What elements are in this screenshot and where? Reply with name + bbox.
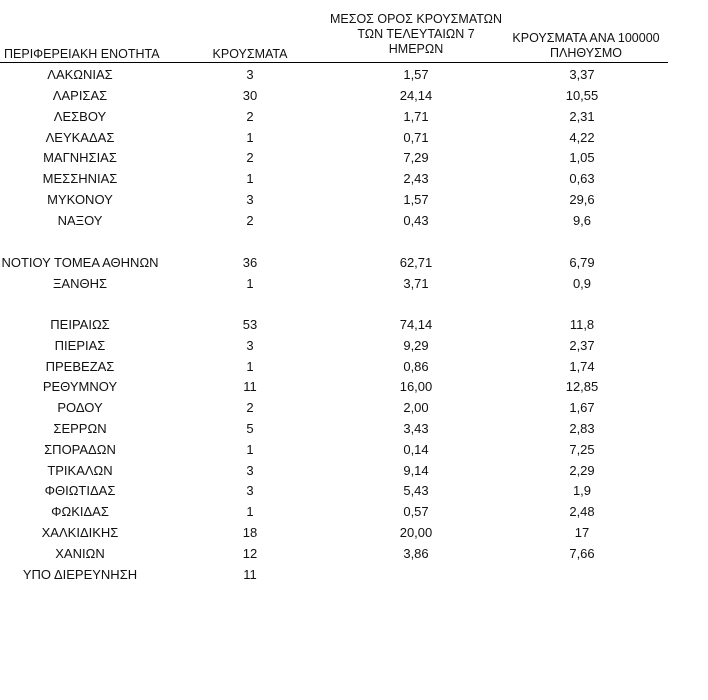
table-row bbox=[0, 523, 708, 543]
region-cell: ΠΙΕΡΙΑΣ bbox=[54, 338, 106, 353]
table-row bbox=[0, 190, 708, 210]
seven-day-average-cell: 2,43 bbox=[403, 171, 429, 186]
per-100000-cell: 29,6 bbox=[569, 192, 595, 207]
cases-cell: 1 bbox=[246, 442, 254, 457]
header-per-line-2: ΠΛΗΘΥΣΜΟ bbox=[550, 46, 622, 60]
per-100000-cell: 2,31 bbox=[569, 109, 595, 124]
cases-cell: 1 bbox=[246, 504, 254, 519]
seven-day-average-cell: 3,86 bbox=[403, 546, 429, 561]
cases-cell: 1 bbox=[246, 276, 254, 291]
cases-cell: 30 bbox=[242, 88, 258, 103]
per-100000-cell: 11,8 bbox=[569, 317, 595, 332]
per-100000-cell: 3,37 bbox=[569, 67, 595, 82]
table-row bbox=[0, 315, 708, 335]
region-cell: ΛΕΣΒΟΥ bbox=[53, 109, 107, 124]
table-row bbox=[0, 481, 708, 501]
header-avg-line-1: ΜΕΣΟΣ ΟΡΟΣ ΚΡΟΥΣΜΑΤΩΝ bbox=[329, 12, 503, 26]
region-cell: ΝΑΞΟΥ bbox=[57, 213, 103, 228]
header-cases: ΚΡΟΥΣΜΑΤΑ bbox=[212, 47, 288, 61]
per-100000-cell: 0,63 bbox=[569, 171, 595, 186]
header-region: ΠΕΡΙΦΕΡΕΙΑΚΗ ΕΝΟΤΗΤΑ bbox=[4, 47, 160, 61]
table-row bbox=[0, 461, 708, 481]
per-100000-cell: 2,37 bbox=[569, 338, 595, 353]
region-cell: ΦΩΚΙΔΑΣ bbox=[51, 504, 109, 519]
table-row bbox=[0, 419, 708, 439]
per-100000-cell: 7,66 bbox=[569, 546, 595, 561]
seven-day-average-cell: 1,57 bbox=[403, 67, 429, 82]
header-per-line-1: ΚΡΟΥΣΜΑΤΑ ΑΝΑ 100000 bbox=[512, 31, 660, 45]
per-100000-cell: 2,83 bbox=[569, 421, 595, 436]
header-avg-line-3: ΗΜΕΡΩΝ bbox=[388, 42, 444, 56]
region-cell: ΝΟΤΙΟΥ ΤΟΜΕΑ ΑΘΗΝΩΝ bbox=[1, 255, 159, 270]
seven-day-average-cell: 2,00 bbox=[403, 400, 429, 415]
seven-day-average-cell: 0,57 bbox=[403, 504, 429, 519]
region-cell: ΡΕΘΥΜΝΟΥ bbox=[42, 379, 118, 394]
seven-day-average-cell: 16,00 bbox=[399, 379, 433, 394]
per-100000-cell: 0,9 bbox=[572, 276, 592, 291]
per-100000-cell: 1,9 bbox=[572, 483, 592, 498]
per-100000-cell: 6,79 bbox=[569, 255, 595, 270]
cases-cell: 3 bbox=[246, 67, 254, 82]
cases-cell: 2 bbox=[246, 400, 254, 415]
header-seven-day-average bbox=[318, 12, 514, 57]
header-avg-line-2: ΤΩΝ ΤΕΛΕΥΤΑΙΩΝ 7 bbox=[357, 27, 475, 41]
region-cell: ΜΑΓΝΗΣΙΑΣ bbox=[43, 150, 117, 165]
region-cell: ΛΑΡΙΣΑΣ bbox=[52, 88, 108, 103]
seven-day-average-cell: 1,71 bbox=[403, 109, 429, 124]
seven-day-average-cell: 1,57 bbox=[403, 192, 429, 207]
cases-cell: 1 bbox=[246, 359, 254, 374]
cases-cell: 11 bbox=[243, 567, 257, 582]
per-100000-cell: 10,55 bbox=[565, 88, 599, 103]
table-row bbox=[0, 169, 708, 189]
per-100000-cell: 2,48 bbox=[569, 504, 595, 519]
table-row bbox=[0, 253, 708, 273]
per-100000-cell: 12,85 bbox=[565, 379, 599, 394]
seven-day-average-cell: 0,86 bbox=[403, 359, 429, 374]
cases-cell: 12 bbox=[242, 546, 258, 561]
region-cell: ΠΡΕΒΕΖΑΣ bbox=[45, 359, 115, 374]
seven-day-average-cell: 0,43 bbox=[403, 213, 429, 228]
cases-cell: 1 bbox=[246, 130, 254, 145]
region-cell: ΜΕΣΣΗΝΙΑΣ bbox=[42, 171, 118, 186]
per-100000-cell: 1,05 bbox=[569, 150, 595, 165]
header-per-100000 bbox=[498, 31, 674, 61]
seven-day-average-cell: 0,14 bbox=[403, 442, 429, 457]
per-100000-cell: 1,67 bbox=[569, 400, 595, 415]
seven-day-average-cell: 5,43 bbox=[403, 483, 429, 498]
seven-day-average-cell: 24,14 bbox=[399, 88, 433, 103]
table-row bbox=[0, 544, 708, 564]
cases-cell: 53 bbox=[242, 317, 258, 332]
cases-cell: 3 bbox=[246, 483, 254, 498]
seven-day-average-cell: 3,43 bbox=[403, 421, 429, 436]
seven-day-average-cell: 9,14 bbox=[403, 463, 429, 478]
per-100000-cell: 9,6 bbox=[572, 213, 592, 228]
seven-day-average-cell: 0,71 bbox=[403, 130, 429, 145]
cases-cell: 18 bbox=[242, 525, 258, 540]
table-row bbox=[0, 211, 708, 231]
table-row bbox=[0, 336, 708, 356]
seven-day-average-cell: 62,71 bbox=[399, 255, 433, 270]
table-row bbox=[0, 357, 708, 377]
per-100000-cell: 2,29 bbox=[569, 463, 595, 478]
cases-cell: 2 bbox=[246, 150, 254, 165]
cases-cell: 3 bbox=[246, 192, 254, 207]
table-row bbox=[0, 107, 708, 127]
per-100000-cell: 1,74 bbox=[569, 359, 595, 374]
table-row bbox=[0, 86, 708, 106]
region-cell: ΧΑΝΙΩΝ bbox=[55, 546, 105, 561]
seven-day-average-cell: 7,29 bbox=[403, 150, 429, 165]
region-cell: ΦΘΙΩΤΙΔΑΣ bbox=[44, 483, 116, 498]
region-cell: ΧΑΛΚΙΔΙΚΗΣ bbox=[41, 525, 119, 540]
table-row bbox=[0, 502, 708, 522]
per-100000-cell: 17 bbox=[574, 525, 590, 540]
region-cell: ΣΕΡΡΩΝ bbox=[53, 421, 107, 436]
seven-day-average-cell: 74,14 bbox=[399, 317, 433, 332]
table-row bbox=[0, 440, 708, 460]
table-row bbox=[0, 65, 708, 85]
region-cell: ΣΠΟΡΑΔΩΝ bbox=[44, 442, 116, 457]
cases-cell: 3 bbox=[246, 338, 254, 353]
cases-cell: 2 bbox=[246, 213, 254, 228]
seven-day-average-cell: 3,71 bbox=[403, 276, 429, 291]
region-cell: ΤΡΙΚΑΛΩΝ bbox=[47, 463, 113, 478]
cases-cell: 3 bbox=[246, 463, 254, 478]
table-row bbox=[0, 274, 708, 294]
seven-day-average-cell: 9,29 bbox=[403, 338, 429, 353]
cases-cell: 11 bbox=[243, 379, 257, 394]
region-cell: ΜΥΚΟΝΟΥ bbox=[47, 192, 113, 207]
region-cell: ΠΕΙΡΑΙΩΣ bbox=[50, 317, 110, 332]
cases-cell: 2 bbox=[246, 109, 254, 124]
table-row bbox=[0, 398, 708, 418]
table-row bbox=[0, 148, 708, 168]
cases-cell: 5 bbox=[246, 421, 254, 436]
per-100000-cell: 4,22 bbox=[569, 130, 595, 145]
header-rule bbox=[0, 62, 668, 63]
region-cell: ΡΟΔΟΥ bbox=[57, 400, 103, 415]
seven-day-average-cell: 20,00 bbox=[399, 525, 433, 540]
region-cell: ΛΕΥΚΑΔΑΣ bbox=[45, 130, 115, 145]
cases-cell: 36 bbox=[242, 255, 258, 270]
table-row bbox=[0, 565, 708, 585]
per-100000-cell: 7,25 bbox=[569, 442, 595, 457]
region-cell: ΛΑΚΩΝΙΑΣ bbox=[47, 67, 113, 82]
region-cell: ΥΠΟ ΔΙΕΡΕΥΝΗΣΗ bbox=[22, 567, 138, 582]
table-row bbox=[0, 377, 708, 397]
table-row bbox=[0, 128, 708, 148]
cases-cell: 1 bbox=[246, 171, 254, 186]
region-cell: ΞΑΝΘΗΣ bbox=[52, 276, 108, 291]
